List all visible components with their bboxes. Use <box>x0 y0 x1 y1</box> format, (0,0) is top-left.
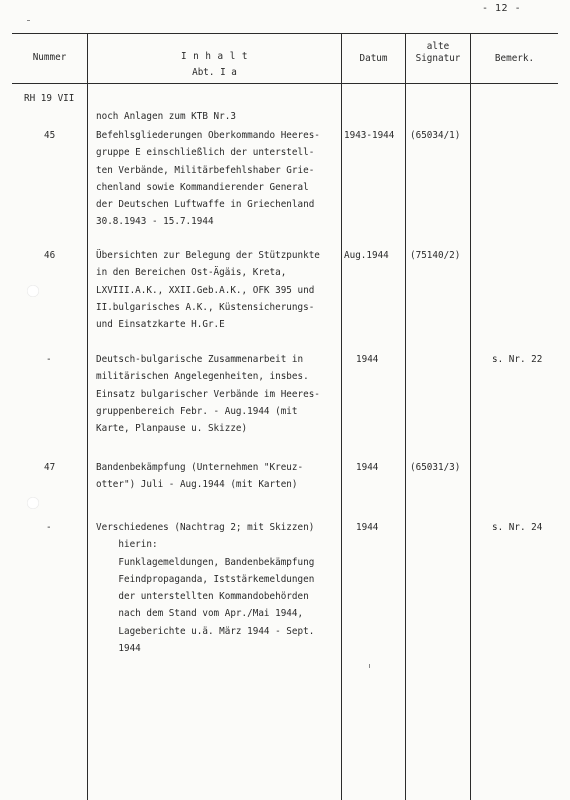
entry-signature: (65031/3) <box>410 462 461 473</box>
description-line: otter") Juli - Aug.1944 (mit Karten) <box>96 479 298 491</box>
punch-hole <box>27 497 39 509</box>
entry-description <box>96 459 303 494</box>
description-line: hierin: <box>96 539 158 551</box>
description-line: militärischen Angelegenheiten, insbes. <box>96 371 309 383</box>
description-line: Befehlsgliederungen Oberkommando Heeres- <box>96 130 320 141</box>
entry-description <box>96 351 320 437</box>
page-mark <box>369 664 370 668</box>
header-datum: Datum <box>359 53 388 64</box>
header-bottom-rule <box>12 83 558 84</box>
column-divider-datum <box>405 33 406 800</box>
entry-date: Aug.1944 <box>344 250 389 261</box>
page-number: - 12 - <box>482 3 522 14</box>
description-line: Verschiedenes (Nachtrag 2; mit Skizzen) <box>96 522 315 533</box>
description-line: gruppenbereich Febr. - Aug.1944 (mit <box>96 405 298 417</box>
description-line: gruppe E einschließlich der unterstell- <box>96 147 315 159</box>
description-line: Karte, Planpause u. Skizze) <box>96 423 248 435</box>
description-line: 1944 <box>96 643 141 655</box>
description-line: ten Verbände, Militärbefehlshaber Grie- <box>96 164 315 176</box>
header-signatur-line2: Signatur <box>415 53 461 64</box>
group-label: RH 19 VII <box>24 93 75 104</box>
entry-signature: (65034/1) <box>410 130 461 141</box>
entry-number: 47 <box>44 462 56 473</box>
description-line: nach dem Stand vom Apr./Mai 1944, <box>96 608 304 620</box>
entry-description <box>96 247 320 333</box>
description-line: Deutsch-bulgarische Zusammenarbeit in <box>96 354 304 365</box>
description-line: in den Bereichen Ost-Ägäis, Kreta, <box>96 267 287 279</box>
description-line: Bandenbekämpfung (Unternehmen "Kreuz- <box>96 462 304 473</box>
description-line: 30.8.1943 - 15.7.1944 <box>96 216 214 228</box>
description-line: und Einsatzkarte H.Gr.E <box>96 319 225 331</box>
description-line: II.bulgarisches A.K., Küstensicherungs- <box>96 301 315 313</box>
punch-hole <box>27 285 39 297</box>
entry-remark: s. Nr. 24 <box>492 522 543 533</box>
entry-number: 46 <box>44 250 56 261</box>
description-line: chenland sowie Kommandierender General <box>96 181 309 193</box>
header-bemerkung: Bemerk. <box>494 53 535 64</box>
description-line: Einsatz bulgarischer Verbände im Heeres- <box>96 388 320 400</box>
description-line: LXVIII.A.K., XXII.Geb.A.K., OFK 395 und <box>96 284 315 296</box>
header-signatur-line1: alte <box>426 41 450 52</box>
entry-date: 1943-1944 <box>344 130 395 141</box>
description-line: der Deutschen Luftwaffe in Griechenland <box>96 199 315 211</box>
header-nummer: Nummer <box>32 52 67 63</box>
column-divider-signatur <box>470 33 471 800</box>
entry-date: 1944 <box>356 522 379 533</box>
column-divider-nummer <box>87 33 88 800</box>
entry-remark: s. Nr. 22 <box>492 354 543 365</box>
entry-date: 1944 <box>356 354 379 365</box>
header-inhalt: I n h a l t <box>180 51 249 62</box>
page-mark <box>27 20 30 21</box>
column-divider-inhalt <box>341 33 342 800</box>
description-line: Funklagemeldungen, Bandenbekämpfung <box>96 556 315 568</box>
entry-description <box>96 519 314 657</box>
description-line: Übersichten zur Belegung der Stützpunkte <box>96 250 320 261</box>
entry-description <box>96 127 320 231</box>
intro-line: noch Anlagen zum KTB Nr.3 <box>96 111 236 122</box>
header-abteilung: Abt. I a <box>192 67 237 78</box>
entry-signature: (75140/2) <box>410 250 461 261</box>
description-line: der unterstellten Kommandobehörden <box>96 591 309 603</box>
entry-number: - <box>46 354 52 365</box>
header-top-rule <box>12 33 558 34</box>
description-line: Feindpropaganda, Iststärkemeldungen <box>96 573 315 585</box>
entry-date: 1944 <box>356 462 379 473</box>
description-line: Lageberichte u.ä. März 1944 - Sept. <box>96 625 315 637</box>
entry-number: 45 <box>44 130 56 141</box>
entry-number: - <box>46 522 52 533</box>
